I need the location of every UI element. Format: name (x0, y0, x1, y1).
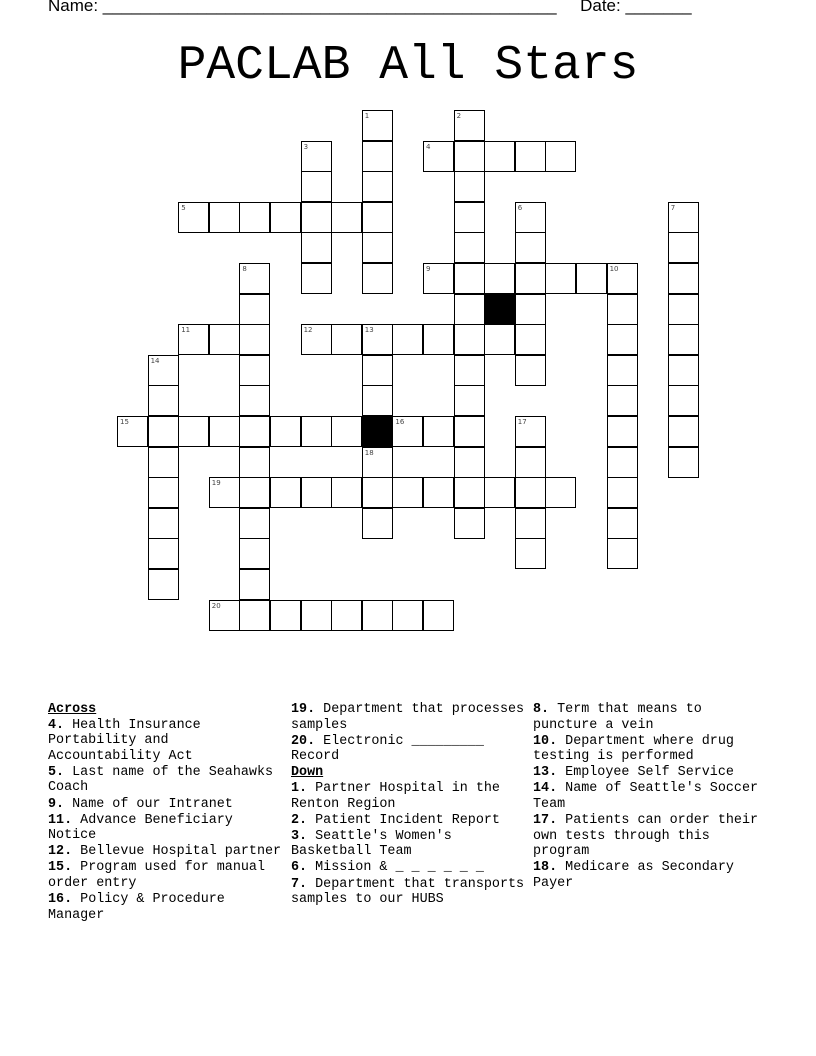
crossword-cell[interactable] (484, 141, 515, 172)
clue-down-2 (291, 813, 527, 829)
crossword-cell[interactable] (454, 141, 485, 172)
crossword-cell[interactable] (239, 569, 270, 600)
clue-down-3 (291, 829, 527, 860)
clue-across-11 (48, 813, 284, 844)
crossword-cell[interactable] (362, 232, 393, 263)
clue-number: 5. (48, 764, 65, 780)
cell-number: 2 (456, 112, 462, 120)
cell-number: 4 (426, 142, 431, 151)
clue-across-4 (48, 718, 284, 765)
crossword-cell[interactable] (362, 477, 393, 508)
crossword-cell[interactable] (239, 600, 270, 631)
clue-text: Last name of the Seahawks Coach (48, 764, 274, 796)
crossword-cell[interactable] (515, 324, 546, 355)
crossword-cell[interactable] (668, 294, 699, 325)
crossword-cell[interactable] (607, 416, 638, 447)
crossword-cell[interactable] (454, 171, 485, 202)
clue-text: Mission & _ _ _ _ _ _ (315, 860, 484, 876)
crossword-cell[interactable] (362, 447, 393, 478)
crossword-cell[interactable] (301, 263, 332, 294)
crossword-cell[interactable] (515, 141, 546, 172)
clue-down-8 (533, 702, 769, 733)
clue-text: Patient Incident Report (315, 812, 500, 828)
crossword-cell[interactable] (239, 263, 270, 294)
crossword-cell[interactable] (423, 600, 454, 631)
clue-number: 8. (533, 702, 550, 717)
crossword-cell[interactable] (331, 600, 362, 631)
crossword-cell[interactable] (270, 477, 301, 508)
puzzle-title: PACLAB All Stars (177, 39, 639, 93)
clue-down-18 (533, 860, 769, 891)
crossword-cell[interactable] (148, 447, 179, 478)
crossword-cell[interactable] (454, 110, 485, 141)
cell-number: 10 (609, 265, 619, 273)
clue-text: Department where drug testing is performed (533, 733, 734, 765)
crossword-cell[interactable] (668, 416, 699, 447)
crossword-cell[interactable] (148, 385, 179, 416)
across-heading: Across (48, 702, 97, 717)
crossword-cell[interactable] (178, 324, 209, 355)
clue-number: 2. (291, 812, 308, 828)
cell-number: 15 (120, 418, 129, 426)
crossword-cell[interactable] (270, 600, 301, 631)
cell-number: 16 (395, 418, 405, 426)
crossword-cell[interactable] (301, 202, 332, 233)
crossword-cell[interactable] (392, 600, 423, 631)
crossword-block (484, 294, 515, 325)
crossword-cell[interactable] (239, 416, 270, 447)
name-field[interactable]: Name: ________________________________________________ (48, 0, 557, 15)
crossword-cell[interactable] (668, 355, 699, 386)
cell-number: 8 (242, 265, 247, 273)
clue-text: Program used for manual order entry (48, 860, 265, 892)
crossword-cell[interactable] (239, 324, 270, 355)
clue-text: Policy & Procedure Manager (48, 892, 225, 923)
crossword-cell[interactable] (392, 324, 423, 355)
crossword-cell[interactable] (392, 416, 423, 447)
clue-column-3 (533, 702, 769, 892)
crossword-cell[interactable] (148, 538, 179, 569)
clue-across-20 (291, 734, 527, 765)
clue-text: Department that processes samples (291, 702, 525, 733)
clue-column-1 (48, 702, 284, 924)
crossword-cell[interactable] (362, 171, 393, 202)
crossword-cell[interactable] (454, 355, 485, 386)
clue-down-14 (533, 781, 769, 812)
cell-number: 18 (364, 448, 374, 457)
crossword-cell[interactable] (301, 600, 332, 631)
crossword-cell[interactable] (148, 477, 179, 508)
clue-number: 10. (533, 733, 558, 749)
crossword-cell[interactable] (362, 202, 393, 233)
cell-number: 13 (364, 326, 374, 335)
clue-text: Bellevue Hospital partner (80, 844, 282, 860)
clue-across-5 (48, 765, 284, 796)
cell-number: 11 (181, 326, 191, 335)
crossword-cell[interactable] (576, 263, 607, 294)
clue-number: 19. (291, 702, 316, 717)
crossword-cell[interactable] (331, 202, 362, 233)
crossword-cell[interactable] (239, 538, 270, 569)
crossword-cell[interactable] (515, 232, 546, 263)
crossword-cell[interactable] (607, 538, 638, 569)
crossword-cell[interactable] (454, 232, 485, 263)
clue-number: 11. (48, 812, 73, 828)
clue-text: Advance Beneficiary Notice (48, 812, 233, 844)
crossword-cell[interactable] (545, 477, 576, 508)
crossword-cell[interactable] (331, 324, 362, 355)
cell-number: 3 (303, 142, 309, 151)
crossword-cell[interactable] (515, 477, 546, 508)
clue-down-17 (533, 813, 769, 860)
crossword-cell[interactable] (239, 477, 270, 508)
clue-across-9 (48, 797, 284, 813)
cell-number: 20 (211, 601, 221, 610)
clue-text: Medicare as Secondary Payer (533, 860, 734, 892)
crossword-cell[interactable] (362, 110, 393, 141)
crossword-cell[interactable] (270, 202, 301, 233)
cell-number: 6 (517, 203, 523, 212)
crossword-cell[interactable] (545, 141, 576, 172)
cell-number: 17 (517, 418, 527, 426)
crossword-cell[interactable] (545, 263, 576, 294)
crossword-cell[interactable] (178, 202, 209, 233)
crossword-cell[interactable] (301, 232, 332, 263)
clue-text: Name of our Intranet (72, 796, 233, 812)
crossword-cell[interactable] (515, 416, 546, 447)
crossword-cell[interactable] (239, 294, 270, 325)
crossword-cell[interactable] (270, 416, 301, 447)
crossword-cell[interactable] (239, 355, 270, 386)
clue-number: 3. (291, 828, 308, 844)
clue-down-1 (291, 781, 527, 812)
clue-text: Seattle's Women's Basketball Team (291, 828, 452, 860)
cell-number: 1 (364, 112, 370, 120)
crossword-cell[interactable] (362, 355, 393, 386)
cell-number: 14 (150, 356, 160, 365)
crossword-cell[interactable] (607, 324, 638, 355)
crossword-cell[interactable] (454, 477, 485, 508)
crossword-cell[interactable] (668, 385, 699, 416)
crossword-cell[interactable] (423, 141, 454, 172)
clue-text: Employee Self Service (565, 765, 734, 781)
crossword-cell[interactable] (239, 447, 270, 478)
clue-number: 16. (48, 892, 73, 908)
crossword-cell[interactable] (209, 416, 240, 447)
crossword-cell[interactable] (607, 385, 638, 416)
crossword-cell[interactable] (423, 263, 454, 294)
crossword-cell[interactable] (668, 324, 699, 355)
crossword-cell[interactable] (362, 600, 393, 631)
crossword-cell[interactable] (209, 202, 240, 233)
date-field[interactable]: Date: _______ (580, 0, 692, 15)
clue-text: Department that transports samples to our HUBS (291, 876, 525, 908)
crossword-cell[interactable] (607, 355, 638, 386)
crossword-cell[interactable] (454, 294, 485, 325)
crossword-cell[interactable] (209, 600, 240, 631)
crossword-cell[interactable] (454, 447, 485, 478)
crossword-cell[interactable] (454, 263, 485, 294)
clue-across-16 (48, 892, 284, 923)
crossword-cell[interactable] (301, 141, 332, 172)
crossword-cell[interactable] (515, 263, 546, 294)
clue-down-7 (291, 877, 527, 908)
clue-number: 17. (533, 813, 558, 829)
crossword-cell[interactable] (331, 416, 362, 447)
clue-down-13 (533, 765, 769, 781)
crossword-cell[interactable] (515, 355, 546, 386)
crossword-cell[interactable] (607, 263, 638, 294)
clue-text: Partner Hospital in the Renton Region (291, 780, 500, 812)
crossword-cell[interactable] (301, 477, 332, 508)
crossword-cell[interactable] (668, 202, 699, 233)
crossword-cell[interactable] (607, 447, 638, 478)
crossword-cell[interactable] (607, 294, 638, 325)
crossword-cell[interactable] (484, 324, 515, 355)
clue-number: 6. (291, 860, 308, 876)
crossword-cell[interactable] (423, 477, 454, 508)
crossword-cell[interactable] (392, 477, 423, 508)
clue-number: 18. (533, 860, 558, 876)
clue-across-12 (48, 844, 284, 860)
crossword-cell[interactable] (301, 171, 332, 202)
crossword-cell[interactable] (515, 538, 546, 569)
crossword-block (362, 416, 393, 447)
crossword-cell[interactable] (668, 447, 699, 478)
clue-number: 14. (533, 781, 558, 797)
crossword-cell[interactable] (484, 477, 515, 508)
crossword-cell[interactable] (454, 385, 485, 416)
clue-number: 13. (533, 765, 558, 781)
crossword-cell[interactable] (239, 508, 270, 539)
clue-number: 20. (291, 733, 316, 749)
clue-column-2 (291, 702, 527, 908)
crossword-cell[interactable] (148, 416, 179, 447)
crossword-cell[interactable] (148, 569, 179, 600)
crossword-cell[interactable] (454, 324, 485, 355)
crossword-cell[interactable] (515, 447, 546, 478)
clue-across-19 (291, 702, 527, 733)
crossword-cell[interactable] (607, 477, 638, 508)
crossword-cell[interactable] (301, 416, 332, 447)
crossword-cell[interactable] (515, 508, 546, 539)
crossword-cell[interactable] (515, 202, 546, 233)
crossword-cell[interactable] (178, 416, 209, 447)
clue-number: 1. (291, 780, 308, 796)
crossword-cell[interactable] (331, 477, 362, 508)
crossword-cell[interactable] (362, 263, 393, 294)
crossword-cell[interactable] (209, 477, 240, 508)
clue-number: 12. (48, 844, 73, 860)
crossword-cell[interactable] (423, 416, 454, 447)
clue-text: Name of Seattle's Soccer Team (533, 781, 759, 813)
clue-text: Health Insurance Portability and Accountability Act (48, 717, 201, 764)
crossword-cell[interactable] (239, 202, 270, 233)
clue-number: 7. (291, 876, 308, 892)
crossword-cell[interactable] (117, 416, 148, 447)
clue-number: 15. (48, 860, 73, 876)
clue-number: 9. (48, 796, 65, 812)
crossword-cell[interactable] (148, 508, 179, 539)
clue-down-6 (291, 860, 527, 876)
crossword-cell[interactable] (209, 324, 240, 355)
crossword-cell[interactable] (362, 385, 393, 416)
cell-number: 7 (670, 203, 676, 212)
clue-number: 4. (48, 717, 65, 733)
crossword-cell[interactable] (668, 232, 699, 263)
cell-number: 5 (181, 203, 186, 212)
cell-number: 19 (211, 479, 221, 488)
crossword-cell[interactable] (148, 355, 179, 386)
clue-text: Electronic _________ Record (291, 733, 484, 765)
crossword-cell[interactable] (515, 294, 546, 325)
crossword-cell[interactable] (668, 263, 699, 294)
crossword-cell[interactable] (423, 324, 454, 355)
crossword-cell[interactable] (454, 508, 485, 539)
clue-text: Term that means to puncture a vein (533, 702, 702, 733)
crossword-cell[interactable] (484, 263, 515, 294)
clue-down-10 (533, 734, 769, 765)
crossword-cell[interactable] (362, 508, 393, 539)
crossword-cell[interactable] (362, 324, 393, 355)
cell-number: 9 (426, 265, 431, 273)
down-heading: Down (291, 765, 324, 781)
crossword-cell[interactable] (301, 324, 332, 355)
crossword-cell[interactable] (454, 202, 485, 233)
cell-number: 12 (303, 326, 313, 335)
crossword-cell[interactable] (454, 416, 485, 447)
crossword-cell[interactable] (362, 141, 393, 172)
crossword-cell[interactable] (607, 508, 638, 539)
clue-text: Patients can order their own tests through this program (533, 813, 759, 860)
clue-across-15 (48, 860, 284, 891)
crossword-cell[interactable] (239, 385, 270, 416)
